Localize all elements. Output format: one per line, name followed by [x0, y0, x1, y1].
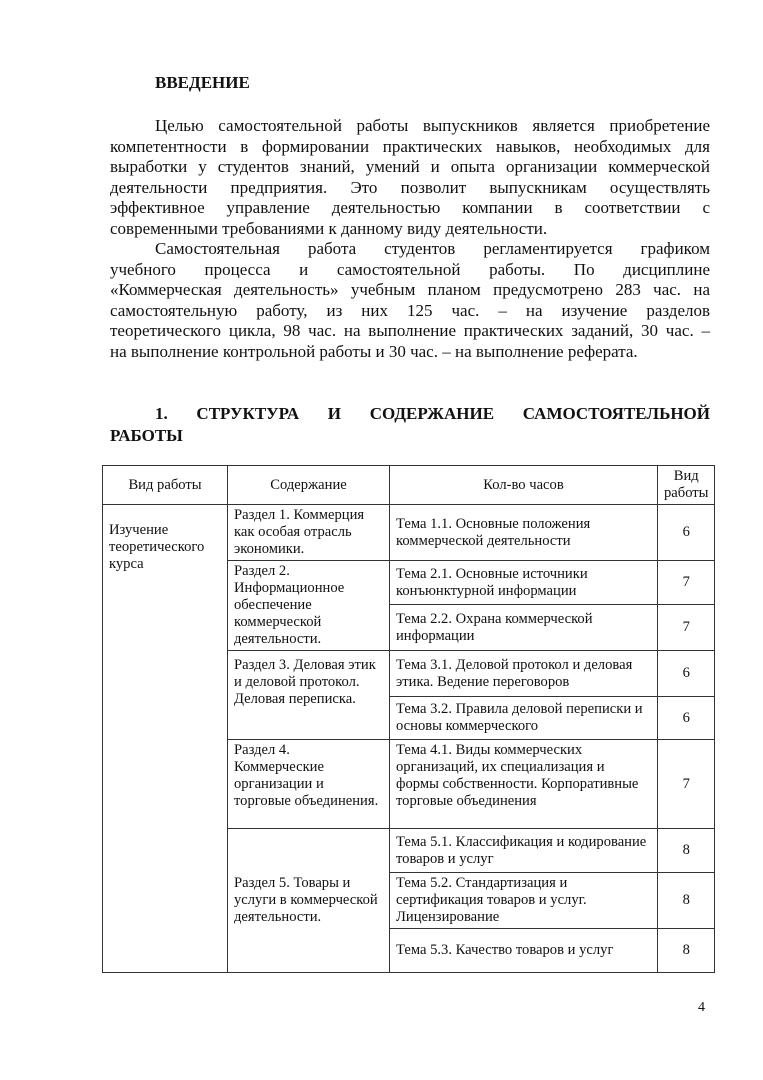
topic-cell: Тема 2.2. Охрана коммерческой информации: [390, 605, 658, 651]
section-cell: Раздел 4. Коммерческие организации и торговые объединения.: [228, 740, 390, 829]
text-line: эффективное управление деятельностью компании в соответствии с: [110, 198, 710, 218]
hours-cell: 7: [658, 561, 715, 605]
text-line: выработки у студентов знаний, умений и опыта организации коммерческой: [110, 157, 710, 177]
hours-cell: 8: [658, 929, 715, 973]
text-line: на выполнение контрольной работы и 30 час. – на выполнение реферата.: [110, 341, 638, 361]
hours-cell: 7: [658, 605, 715, 651]
section-cell: Раздел 1. Коммерция как особая отрасль экономики.: [228, 505, 390, 561]
section-cell: Раздел 3. Деловая этик и деловой протокол. Деловая переписка.: [228, 651, 390, 740]
hours-cell: 6: [658, 651, 715, 697]
text-line: компетентности в формировании практических навыков, необходимых для: [110, 136, 710, 156]
heading-line: РАБОТЫ: [110, 426, 183, 445]
heading-introduction: ВВЕДЕНИЕ: [155, 73, 250, 92]
topic-cell: Тема 5.1. Классификация и кодирование товаров и услуг: [390, 829, 658, 873]
hours-cell: 6: [658, 505, 715, 561]
text-line: современными требованиями к данному виду деятельности.: [110, 218, 548, 238]
topic-cell: Тема 3.1. Деловой протокол и деловая этика. Ведение переговоров: [390, 651, 658, 697]
header-cell: Кол-во часов: [390, 466, 658, 505]
header-cell: Содержание: [228, 466, 390, 505]
text-line: теоретического цикла, 98 час. на выполнение практических заданий, 30 час. –: [110, 321, 710, 341]
text-line: деятельности предприятия. Это позволит выпускникам осуществлять: [110, 177, 710, 197]
section-cell: Раздел 5. Товары и услуги в коммерческой деятельности.: [228, 829, 390, 973]
text-line: самостоятельную работу, из них 125 час. – на изучение разделов: [110, 300, 710, 320]
topic-cell: Тема 3.2. Правила деловой переписки и основы коммерческого: [390, 697, 658, 740]
topic-cell: Тема 5.3. Качество товаров и услуг: [390, 929, 658, 973]
heading-structure: [110, 403, 710, 447]
hours-cell: 7: [658, 740, 715, 829]
header-cell: Вид работы: [658, 466, 715, 505]
table-header-row: [103, 466, 715, 505]
hours-cell: 6: [658, 697, 715, 740]
hours-cell: 8: [658, 873, 715, 929]
topic-cell: Тема 1.1. Основные положения коммерческой деятельности: [390, 505, 658, 561]
topic-cell: Тема 2.1. Основные источники конъюнктурной информации: [390, 561, 658, 605]
work-type-cell: Изучение теоретического курса: [103, 505, 228, 973]
paragraph-2: [110, 239, 710, 363]
page-number: 4: [698, 1000, 705, 1015]
paragraph-1: [110, 116, 710, 240]
topic-cell: Тема 4.1. Виды коммерческих организаций, их специализация и формы собственности. Корпоративные торговые объединения: [390, 740, 658, 829]
text-line: Целью самостоятельной работы выпускников является приобретение: [155, 116, 710, 135]
heading-line: 1. СТРУКТУРА И СОДЕРЖАНИЕ САМОСТОЯТЕЛЬНОЙ: [155, 404, 710, 423]
hours-cell: 8: [658, 829, 715, 873]
topic-cell: Тема 5.2. Стандартизация и сертификация товаров и услуг. Лицензирование: [390, 873, 658, 929]
text-line: Самостоятельная работа студентов регламентируется графиком: [155, 239, 710, 258]
text-line: учебного процесса и самостоятельной работы. По дисциплине: [110, 259, 710, 279]
text-line: «Коммерческая деятельность» учебным планом предусмотрено 283 час. на: [110, 280, 710, 300]
table-row: [103, 505, 715, 561]
structure-table: [102, 465, 715, 973]
section-cell: Раздел 2. Информационное обеспечение коммерческой деятельности.: [228, 561, 390, 651]
header-cell: Вид работы: [103, 466, 228, 505]
